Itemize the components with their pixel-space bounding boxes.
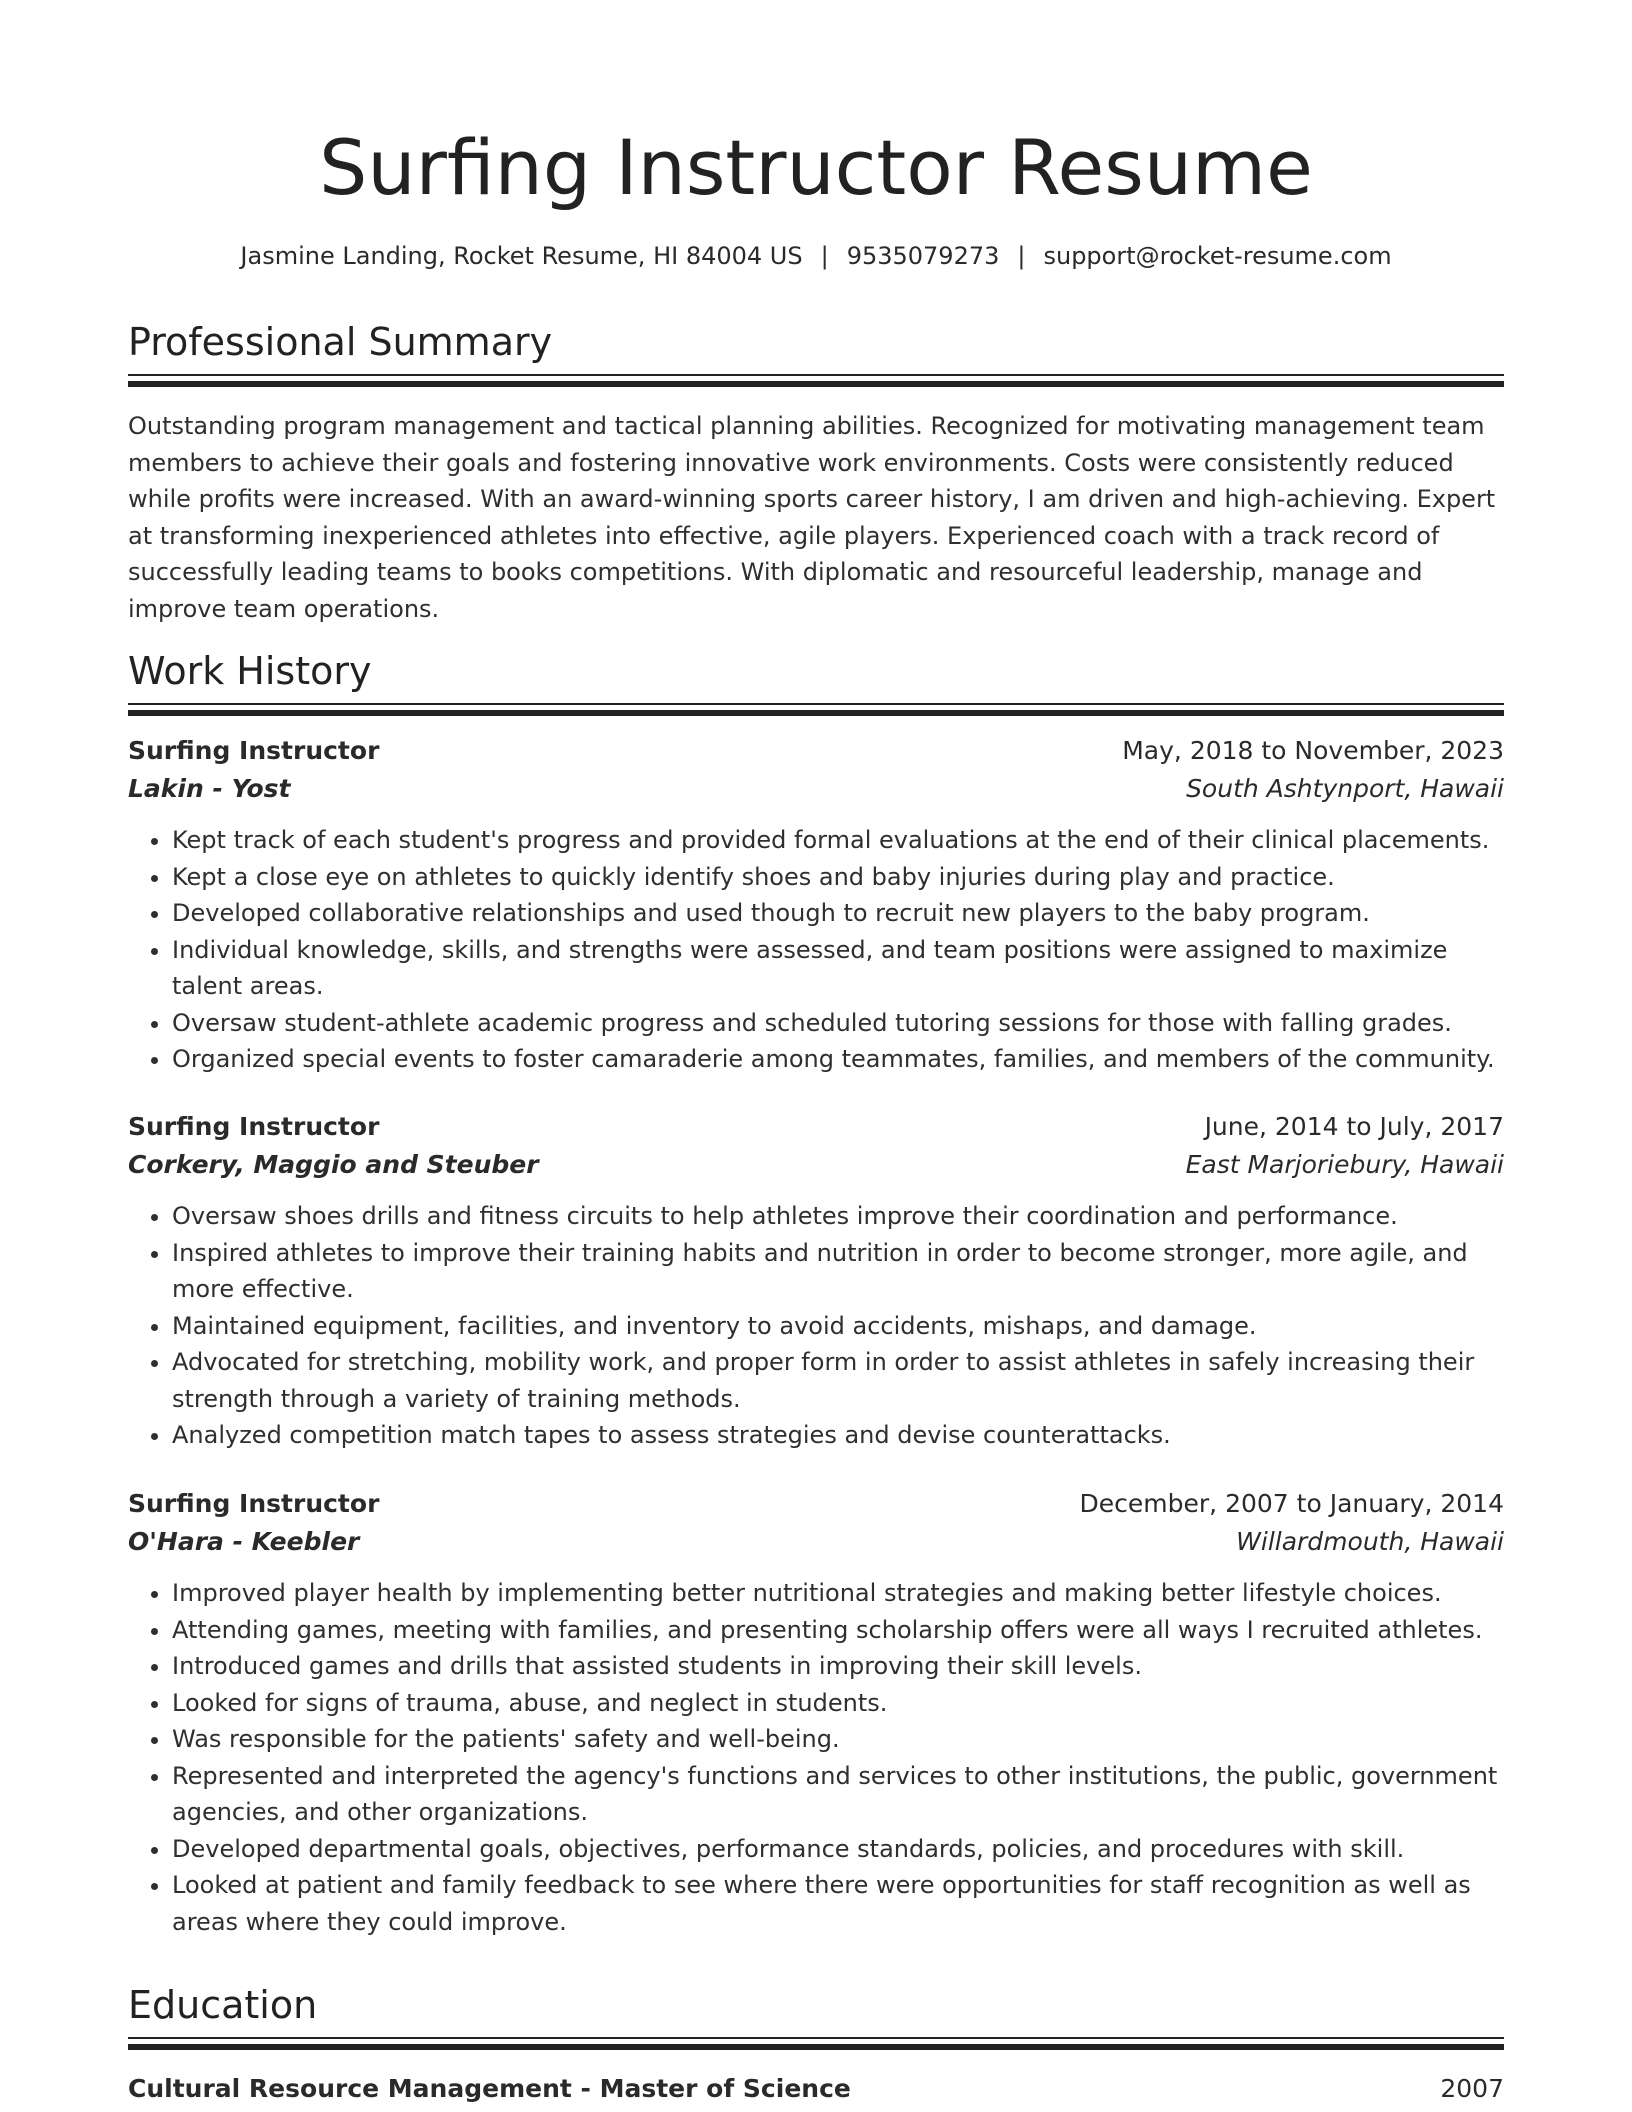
job-bullet: • Introduced games and drills that assisted students in improving their skill levels. (172, 1648, 1504, 1685)
job-bullet: • Analyzed competition match tapes to assess strategies and devise counterattacks. (172, 1417, 1504, 1454)
job-entry (128, 1485, 1504, 1940)
divider-thick-line (128, 381, 1504, 387)
job-dates: December, 2007 to January, 2014 (1079, 1489, 1504, 1518)
contact-separator: | (1017, 242, 1026, 270)
job-entry (128, 1108, 1504, 1454)
job-bullet: • Oversaw shoes drills and fitness circuits to help athletes improve their coordination and performance. (172, 1198, 1504, 1235)
resume-title: Surfing Instructor Resume (319, 123, 1313, 212)
contact-line (128, 236, 1504, 276)
job-subheader-row (128, 1146, 1504, 1184)
job-title: Surfing Instructor (128, 1112, 380, 1141)
contact-phone: 9535079273 (846, 242, 1000, 270)
section-divider (128, 2037, 1504, 2051)
job-bullet: • Attending games, meeting with families, and presenting scholarship offers were all ways I recruited athletes. (172, 1612, 1504, 1649)
job-location: East Marjoriebury, Hawaii (1185, 1150, 1504, 1179)
job-header-row (128, 1485, 1504, 1523)
job-company: O'Hara - Keebler (128, 1527, 360, 1556)
job-entry (128, 732, 1504, 1078)
job-bullet: • Developed departmental goals, objectives, performance standards, policies, and procedures with skill. (172, 1831, 1504, 1868)
job-bullet: • Individual knowledge, skills, and strengths were assessed, and team positions were assigned to maximize talent areas. (172, 932, 1504, 1005)
job-bullet: • Was responsible for the patients' safety and well-being. (172, 1721, 1504, 1758)
job-bullet-list (128, 822, 1504, 1078)
job-bullet: • Organized special events to foster camaraderie among teammates, families, and members of the community. (172, 1041, 1504, 1078)
section-divider (128, 374, 1504, 388)
section-heading-work-history: Work History (128, 649, 372, 693)
job-company: Lakin - Yost (128, 774, 291, 803)
job-bullet: • Developed collaborative relationships and used though to recruit new players to the baby program. (172, 895, 1504, 932)
section-heading-summary: Professional Summary (128, 320, 553, 364)
education-year: 2007 (1440, 2074, 1504, 2103)
section-divider (128, 703, 1504, 717)
job-location: South Ashtynport, Hawaii (1186, 774, 1504, 803)
divider-thin-line (128, 374, 1504, 376)
job-bullet: • Represented and interpreted the agency's functions and services to other institutions, the public, government agencies, and other organizations. (172, 1758, 1504, 1831)
contact-address: Jasmine Landing, Rocket Resume, HI 84004 US (240, 242, 803, 270)
job-bullet: • Looked at patient and family feedback to see where there were opportunities for staff recognition as well as areas where they could improve. (172, 1867, 1504, 1940)
job-bullet-list (128, 1575, 1504, 1940)
job-bullet: • Kept a close eye on athletes to quickly identify shoes and baby injuries during play and practice. (172, 859, 1504, 896)
job-title: Surfing Instructor (128, 736, 380, 765)
job-title: Surfing Instructor (128, 1489, 380, 1518)
job-header-row (128, 732, 1504, 770)
job-bullet: • Kept track of each student's progress and provided formal evaluations at the end of their clinical placements. (172, 822, 1504, 859)
job-bullet: • Inspired athletes to improve their training habits and nutrition in order to become stronger, more agile, and more effective. (172, 1235, 1504, 1308)
education-degree: Cultural Resource Management - Master of Science (128, 2074, 851, 2103)
job-bullet: • Looked for signs of trauma, abuse, and neglect in students. (172, 1685, 1504, 1722)
contact-separator: | (820, 242, 829, 270)
divider-thin-line (128, 703, 1504, 705)
job-subheader-row (128, 770, 1504, 808)
contact-email[interactable]: support@rocket-resume.com (1043, 242, 1392, 270)
job-dates: June, 2014 to July, 2017 (1204, 1112, 1504, 1141)
divider-thick-line (128, 2044, 1504, 2050)
section-heading-education: Education (128, 1983, 318, 2027)
job-bullet-list (128, 1198, 1504, 1454)
job-header-row (128, 1108, 1504, 1146)
job-subheader-row (128, 1523, 1504, 1561)
job-bullet: • Oversaw student-athlete academic progress and scheduled tutoring sessions for those with falling grades. (172, 1005, 1504, 1042)
job-bullet: • Improved player health by implementing better nutritional strategies and making better lifestyle choices. (172, 1575, 1504, 1612)
divider-thin-line (128, 2037, 1504, 2039)
education-entry (128, 2070, 1504, 2108)
job-dates: May, 2018 to November, 2023 (1122, 736, 1504, 765)
job-bullet: • Maintained equipment, facilities, and inventory to avoid accidents, mishaps, and damage. (172, 1308, 1504, 1345)
job-location: Willardmouth, Hawaii (1236, 1527, 1504, 1556)
job-company: Corkery, Maggio and Steuber (128, 1150, 539, 1179)
divider-thick-line (128, 710, 1504, 716)
job-bullet: • Advocated for stretching, mobility work, and proper form in order to assist athletes in safely increasing their strength through a variety of training methods. (172, 1344, 1504, 1417)
summary-text: Outstanding program management and tactical planning abilities. Recognized for motivating management team members to achieve their goals and fostering innovative work environments. Costs were consistently reduced while profits were increased. With an award-winning sports career history, I am driven and high-achieving. Expert at transforming inexperienced athletes into effective, agile players. Experienced coach with a track record of successfully leading teams to books competitions. With diplomatic and resourceful leadership, manage and improve team operations. (128, 412, 1496, 623)
